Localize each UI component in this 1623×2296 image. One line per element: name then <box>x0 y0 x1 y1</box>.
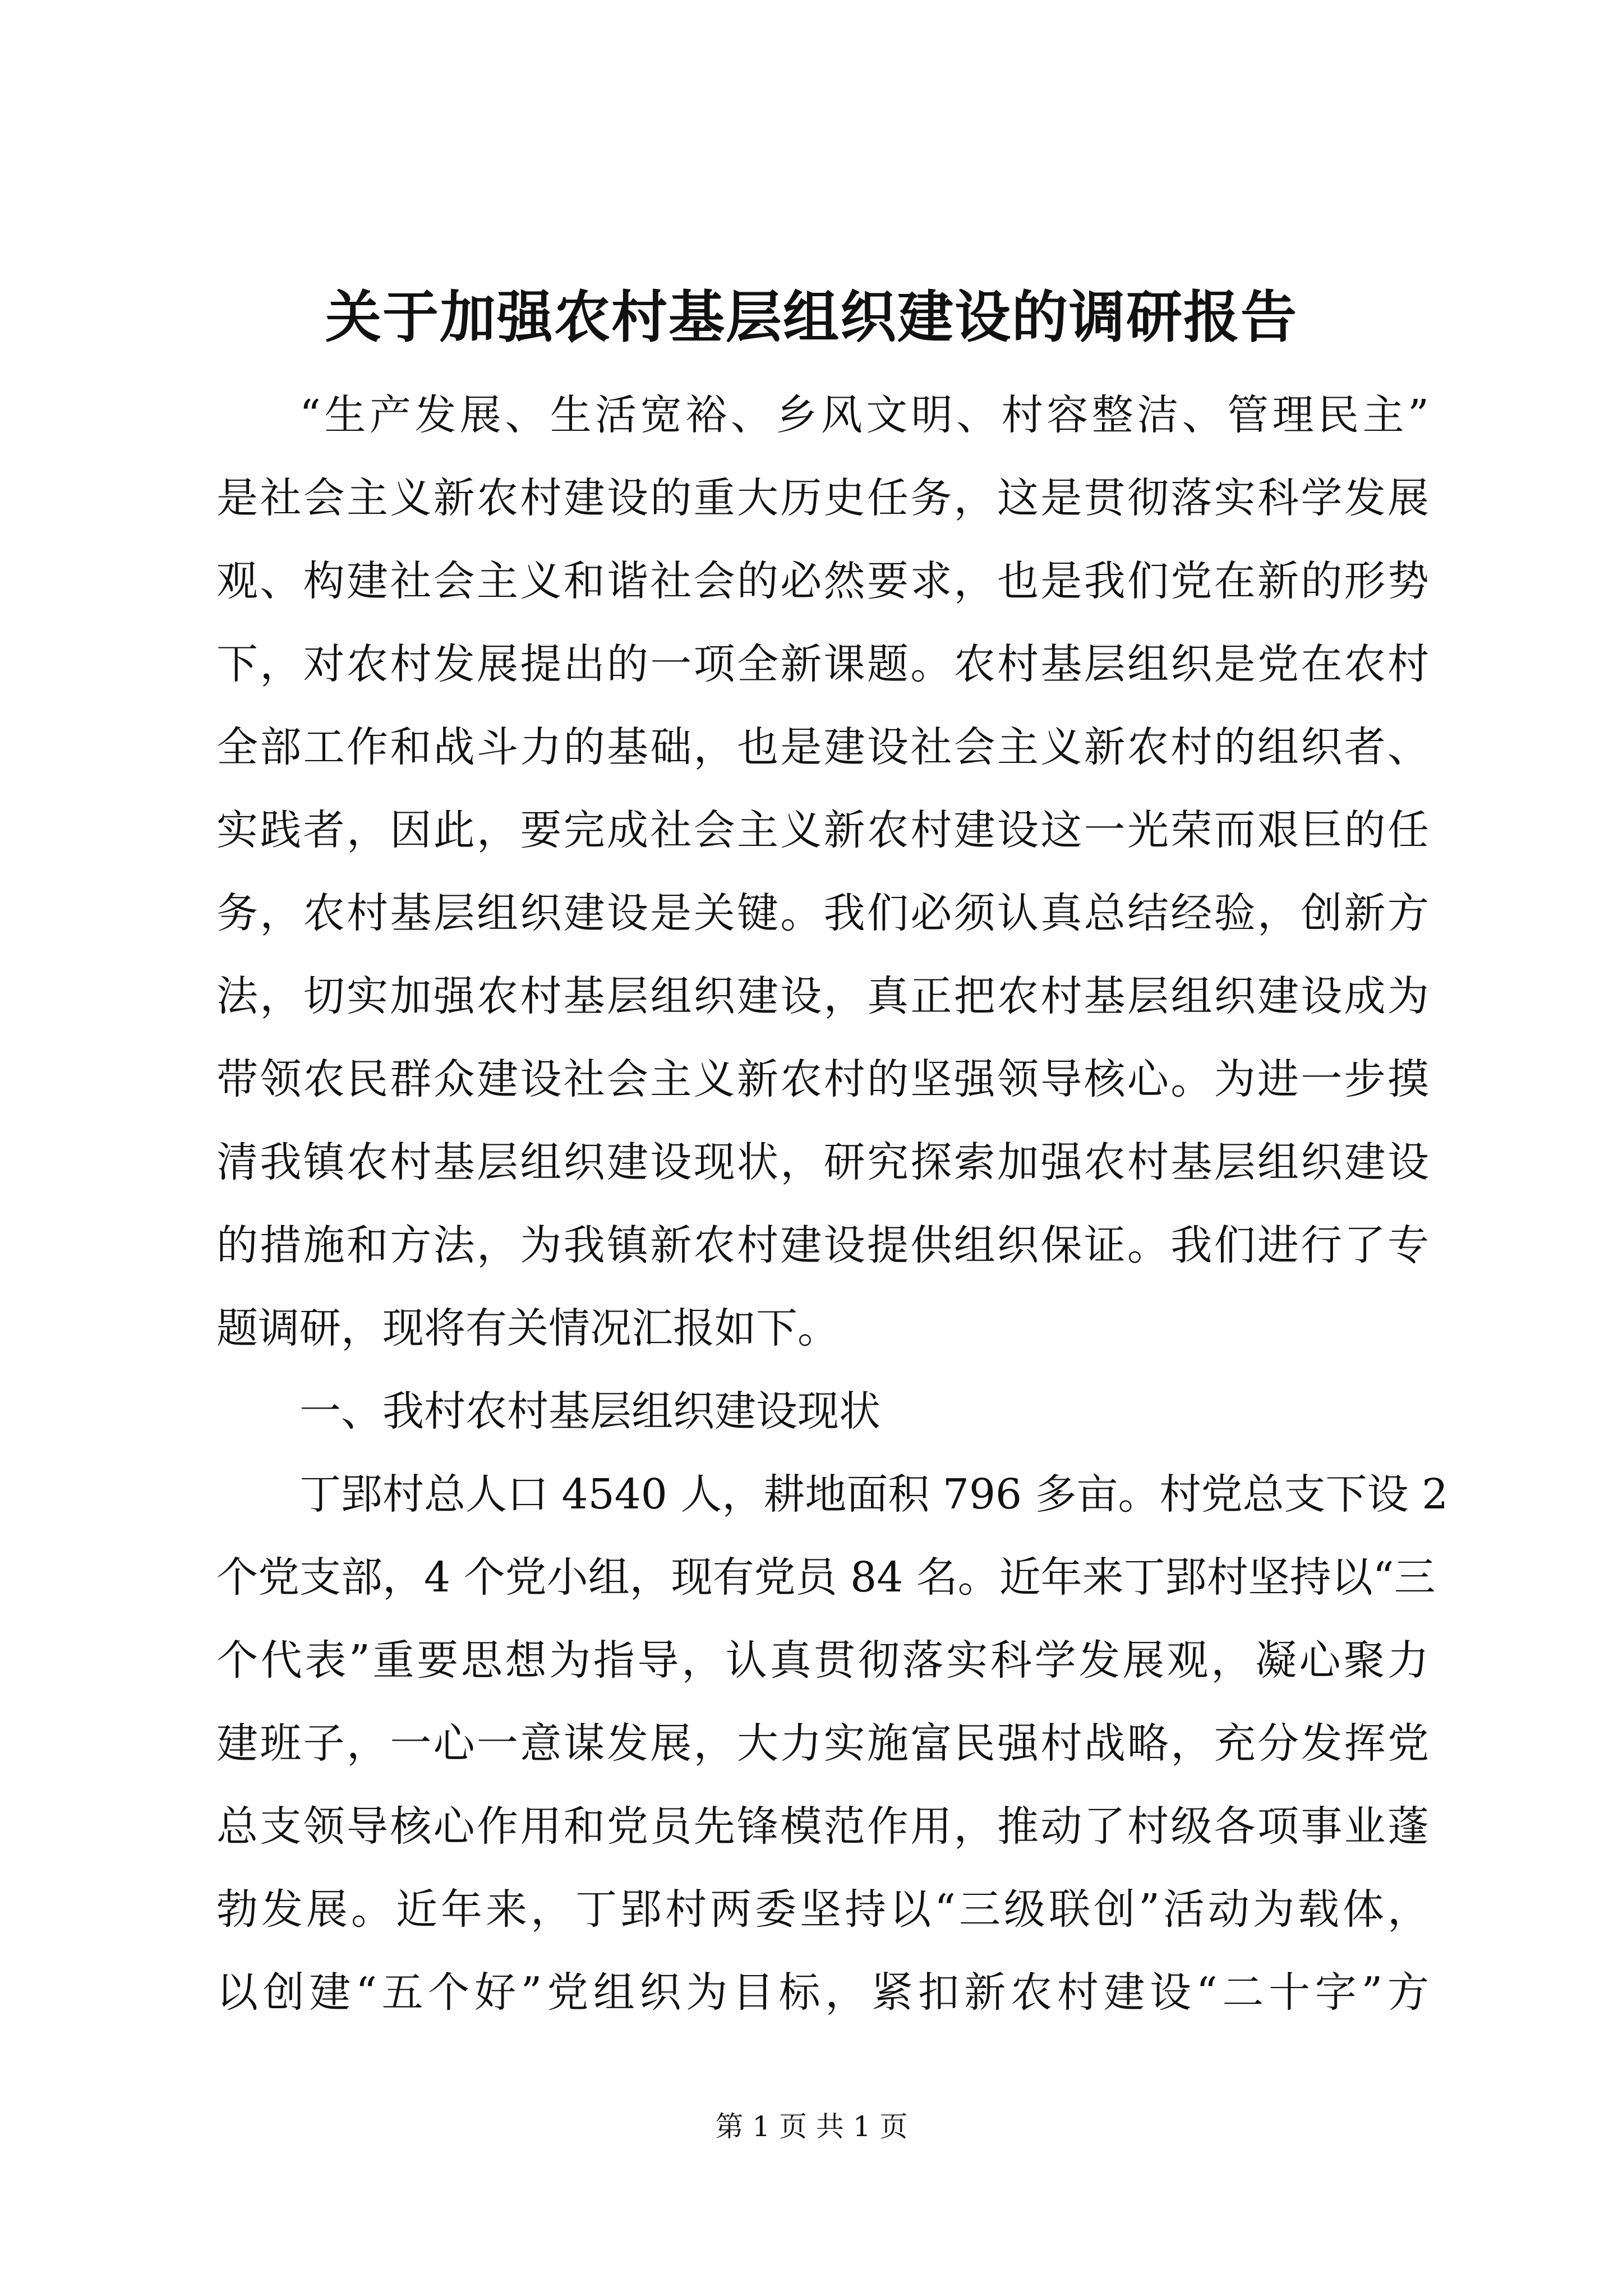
paragraph-2-line-4: 建班子，一心一意谋发展，大力实施富民强村战略，充分发挥党 <box>216 1719 1429 1768</box>
paragraph-1-line-5: 全部工作和战斗力的基础，也是建设社会主义新农村的组织者、 <box>216 723 1429 771</box>
paragraph-1-line-11: 的措施和方法，为我镇新农村建设提供组织保证。我们进行了专 <box>216 1221 1429 1269</box>
page-footer: 第 1 页 共 1 页 <box>715 2110 908 2143</box>
paragraph-1-line-9: 带领农民群众建设社会主义新农村的坚强领导核心。为进一步摸 <box>216 1055 1429 1103</box>
paragraph-2-line-2: 个党支部，4 个党小组，现有党员 84 名。近年来丁郢村坚持以“三 <box>216 1553 1436 1602</box>
section-heading: 一、我村农村基层组织建设现状 <box>299 1387 880 1435</box>
document-title: 关于加强农村基层组织建设的调研报告 <box>325 284 1298 350</box>
paragraph-1-line-10: 清我镇农村基层组织建设现状，研究探索加强农村基层组织建设 <box>216 1138 1429 1186</box>
paragraph-2-line-6: 勃发展。近年来，丁郢村两委坚持以“三级联创”活动为载体， <box>216 1885 1429 1934</box>
paragraph-1-line-4: 下，对农村发展提出的一项全新课题。农村基层组织是党在农村 <box>216 640 1429 688</box>
paragraph-2-line-5: 总支领导核心作用和党员先锋模范作用，推动了村级各项事业蓬 <box>216 1802 1429 1851</box>
paragraph-1-line-6: 实践者，因此，要完成社会主义新农村建设这一光荣而艰巨的任 <box>216 806 1429 854</box>
paragraph-1-line-1: “生产发展、生活宽裕、乡风文明、村容整洁、管理民主” <box>299 391 1429 439</box>
paragraph-1-line-2: 是社会主义新农村建设的重大历史任务，这是贯彻落实科学发展 <box>216 474 1429 522</box>
paragraph-1-line-7: 务，农村基层组织建设是关键。我们必须认真总结经验，创新方 <box>216 889 1429 937</box>
paragraph-2-line-1: 丁郢村总人口 4540 人，耕地面积 796 多亩。村党总支下设 2 <box>299 1470 1449 1519</box>
paragraph-2-line-3: 个代表”重要思想为指导，认真贯彻落实科学发展观，凝心聚力 <box>216 1636 1429 1685</box>
paragraph-2-line-7: 以创建“五个好”党组织为目标，紧扣新农村建设“二十字”方 <box>216 1968 1429 2017</box>
document-body <box>216 374 1449 2034</box>
paragraph-1-line-8: 法，切实加强农村基层组织建设，真正把农村基层组织建设成为 <box>216 972 1429 1020</box>
paragraph-1-line-12: 题调研，现将有关情况汇报如下。 <box>216 1304 839 1352</box>
paragraph-1-line-3: 观、构建社会主义和谐社会的必然要求，也是我们党在新的形势 <box>216 557 1429 605</box>
